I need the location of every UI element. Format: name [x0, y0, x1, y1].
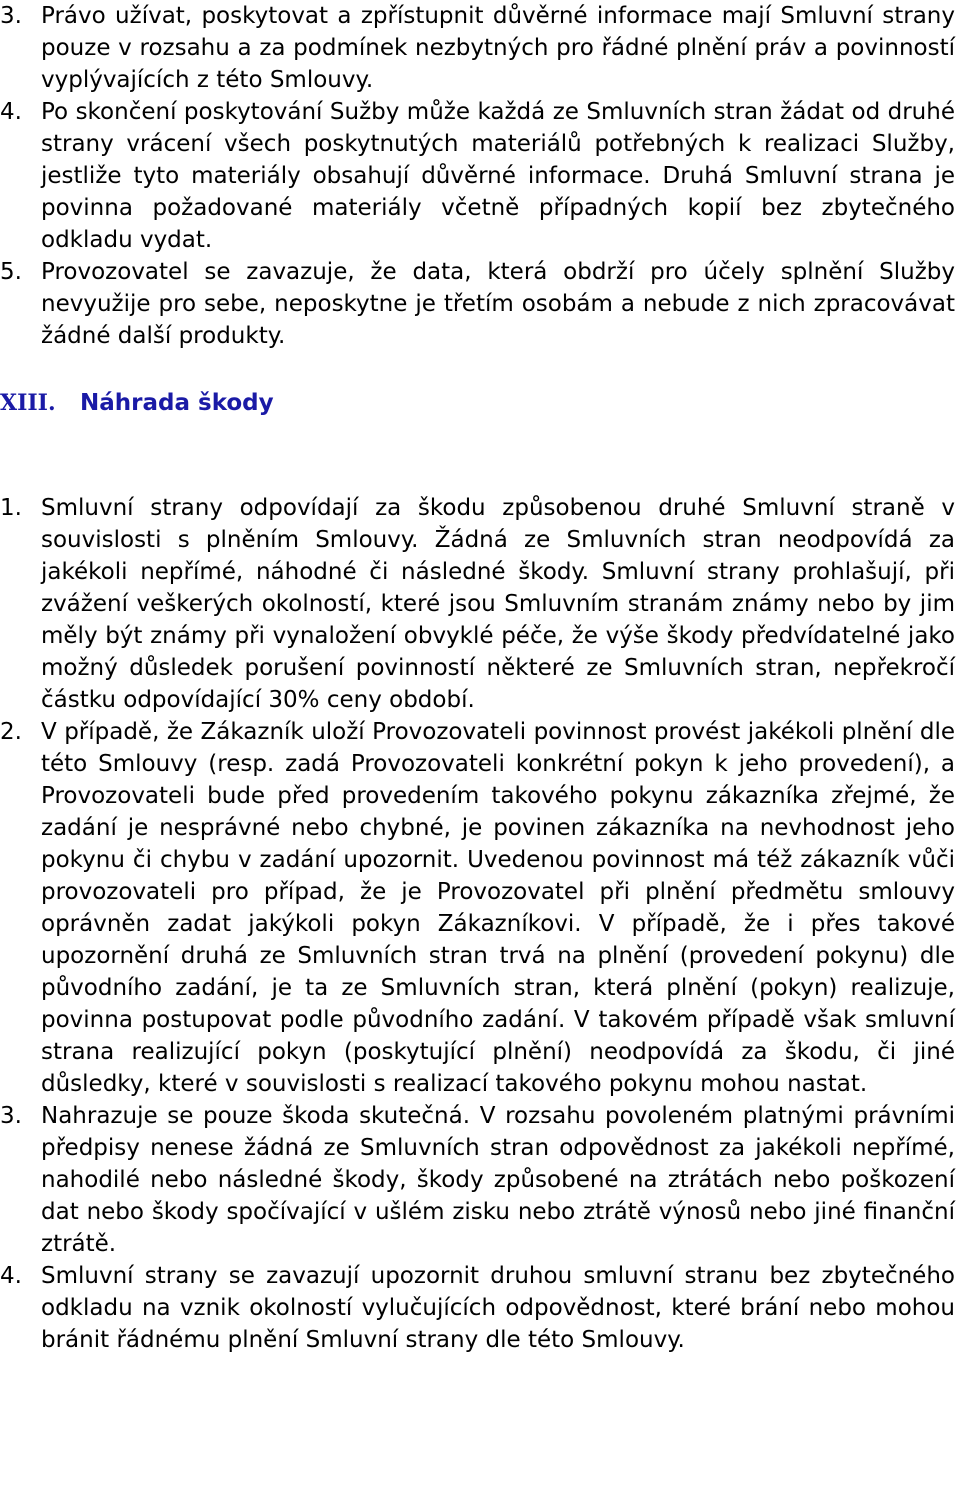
clause-number: 5.: [0, 259, 22, 285]
clause-number: 3.: [0, 1103, 22, 1129]
clause-number: 4.: [0, 99, 22, 125]
clause-3: [0, 0, 955, 96]
clause-list-top: [0, 0, 955, 352]
damage-clause-3: [0, 1100, 955, 1260]
clause-5: [0, 256, 955, 352]
section-number: XIII.: [0, 390, 56, 416]
clause-list-section: [0, 492, 955, 1356]
clause-text: Po skončení poskytování Sužby může každá ze Smluvních stran žádat od druhé strany vrácení všech poskytnutých materiálů potřebných k realizaci Služby, jestliže tyto materiály obsahují důvěrné informace. Druhá Smluvní strana je povinna požadované materiály včetně případných kopií bez zbytečného odkladu vydat.: [41, 99, 955, 253]
section-heading: [0, 390, 274, 426]
damage-clause-2: [0, 716, 955, 1100]
clause-text: Smluvní strany odpovídají za škodu způsobenou druhé Smluvní straně v souvislosti s plněním Smlouvy. Žádná ze Smluvních stran neodpovídá za jakékoli nepřímé, náhodné či následné škody. Smluvní strany prohlašují, při zvážení veškerých okolností, které jsou Smluvním stranám známy nebo by jim měly být známy při vynaložení obvyklé péče, že výše škody předvídatelné jako možný důsledek porušení povinností některé ze Smluvních stran, nepřekročí částku odpovídající 30% ceny období.: [41, 495, 955, 713]
clause-text: Nahrazuje se pouze škoda skutečná. V rozsahu povoleném platnými právními předpisy nenese žádná ze Smluvních stran odpovědnost za jakékoli nepřímé, nahodilé nebo následné škody, škody způsobené na ztrátách nebo poškození dat nebo škody spočívající v ušlém zisku nebo ztrátě výnosů nebo jiné finanční ztrátě.: [41, 1103, 955, 1257]
clause-text: V případě, že Zákazník uloží Provozovateli povinnost provést jakékoli plnění dle této Smlouvy (resp. zadá Provozovateli konkrétní pokyn k jeho provedení), a Provozovateli bude před provedením takového pokynu zákazníka zřejmé, že zadání je nesprávné nebo chybné, je povinen zákazníka na nevhodnost jeho pokynu či chybu v zadání upozornit. Uvedenou povinnost má též zákazník vůči provozovateli pro případ, že je Provozovatel při plnění předmětu smlouvy oprávněn zadat jakýkoli pokyn Zákazníkovi. V případě, že i přes takové upozornění druhá ze Smluvních stran trvá na plnění (provedení pokynu) dle původního zadání, je ta ze Smluvních stran, která plnění (pokyn) realizuje, povinna postupovat podle původního zadání. V takovém případě však smluvní strana realizující pokyn (poskytující plnění) neodpovídá za škodu, či jiné důsledky, které v souvislosti s realizací takového pokynu mohou nastat.: [41, 719, 955, 1097]
clause-text: Smluvní strany se zavazují upozornit druhou smluvní stranu bez zbytečného odkladu na vznik okolností vylučujících odpovědnost, které brání nebo mohou bránit řádnému plnění Smluvní strany dle této Smlouvy.: [41, 1263, 955, 1353]
clause-4: [0, 96, 955, 256]
clause-number: 1.: [0, 495, 22, 521]
clause-text: Provozovatel se zavazuje, že data, která obdrží pro účely splnění Služby nevyužije pro sebe, neposkytne je třetím osobám a nebude z nich zpracovávat žádné další produkty.: [41, 259, 955, 349]
damage-clause-1: [0, 492, 955, 716]
clause-text: Právo užívat, poskytovat a zpřístupnit důvěrné informace mají Smluvní strany pouze v rozsahu a za podmínek nezbytných pro řádné plnění práv a povinností vyplývajících z této Smlouvy.: [41, 3, 955, 93]
clause-number: 2.: [0, 719, 22, 745]
clause-number: 4.: [0, 1263, 22, 1289]
damage-clause-4: [0, 1260, 955, 1356]
clause-number: 3.: [0, 3, 22, 29]
section-title: Náhrada škody: [80, 390, 274, 416]
